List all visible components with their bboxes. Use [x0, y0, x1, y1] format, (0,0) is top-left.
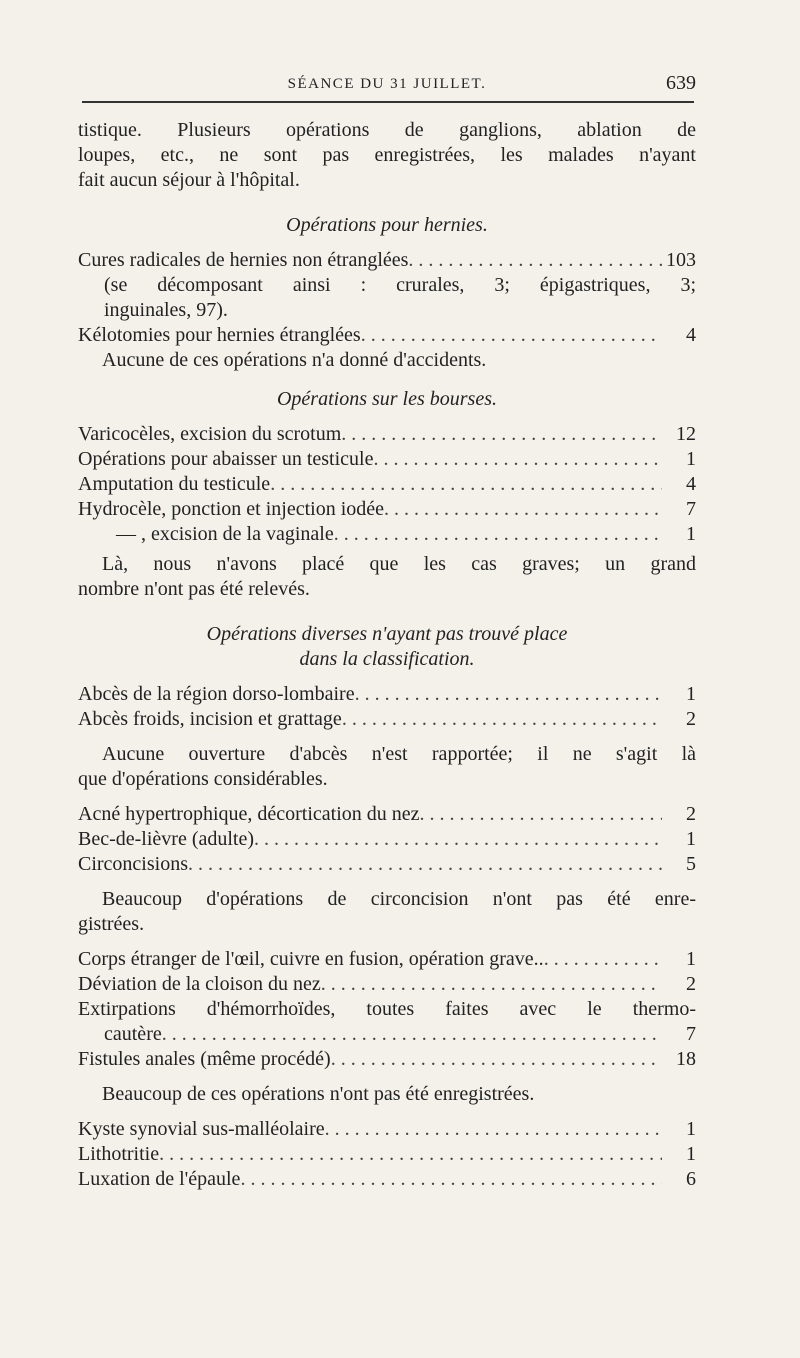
list-item: [78, 1117, 696, 1142]
list-item: [78, 827, 696, 852]
leader-dots: [361, 323, 662, 348]
item-label: Kyste synovial sus-malléolaire: [78, 1118, 325, 1140]
section-note: nombre n'ont pas été relevés.: [78, 578, 310, 600]
leader-dots: [188, 852, 662, 877]
section-note: Beaucoup d'opérations de circoncision n'ont pas été enre-: [102, 888, 696, 910]
leader-dots: [325, 1117, 662, 1142]
list-item: [78, 248, 696, 273]
item-label: Circoncisions: [78, 853, 188, 875]
section-note: Là, nous n'avons placé que les cas graves; un grand: [102, 553, 696, 575]
item-count: 4: [686, 473, 696, 495]
leader-dots: [240, 1167, 662, 1192]
intro-line: tistique. Plusieurs opérations de ganglions, ablation de: [78, 119, 696, 141]
item-count: 1: [686, 948, 696, 970]
intro-line: loupes, etc., ne sont pas enregistrées, les malades n'ayant: [78, 144, 696, 166]
leader-dots: [331, 1047, 662, 1072]
section-note: Aucune ouverture d'abcès n'est rapportée; il ne s'agit là: [102, 743, 696, 765]
item-label: Lithotritie: [78, 1143, 160, 1165]
leader-dots: [159, 1142, 662, 1167]
page-header: [78, 66, 696, 96]
intro-line: fait aucun séjour à l'hôpital.: [78, 169, 300, 191]
item-count: 103: [666, 249, 696, 271]
section-title-diverses: Opérations diverses n'ayant pas trouvé place: [206, 623, 568, 645]
list-item: [78, 682, 696, 707]
item-label: cautère: [104, 1023, 162, 1045]
item-label: — , excision de la vaginale: [116, 523, 334, 545]
item-label: Extirpations d'hémorrhoïdes, toutes faites avec le thermo-: [78, 998, 696, 1020]
item-label: Amputation du testicule: [78, 473, 271, 495]
section-note: que d'opérations considérables.: [78, 768, 328, 790]
list-item: [78, 323, 696, 348]
item-count: 1: [686, 828, 696, 850]
page-number: 639: [666, 72, 696, 94]
item-count: 1: [686, 448, 696, 470]
list-item: [78, 852, 696, 877]
list-item: [78, 422, 696, 447]
item-count: 1: [686, 1118, 696, 1140]
leader-dots: [544, 947, 662, 972]
item-detail: inguinales, 97).: [104, 299, 228, 321]
list-item: [78, 972, 696, 997]
item-label: Cures radicales de hernies non étranglées: [78, 249, 409, 271]
leader-dots: [321, 972, 662, 997]
leader-dots: [355, 682, 662, 707]
item-count: 5: [686, 853, 696, 875]
item-count: 2: [686, 708, 696, 730]
item-count: 6: [686, 1168, 696, 1190]
list-item: [78, 707, 696, 732]
list-item: [78, 522, 696, 547]
item-count: 4: [686, 324, 696, 346]
leader-dots: [420, 802, 662, 827]
leader-dots: [334, 522, 662, 547]
item-label: Bec-de-lièvre (adulte): [78, 828, 255, 850]
section-note: Aucune de ces opérations n'a donné d'accidents.: [102, 349, 487, 371]
page-body: [78, 118, 696, 1192]
section-title-hernies: Opérations pour hernies.: [286, 214, 488, 236]
item-label: Abcès froids, incision et grattage: [78, 708, 342, 730]
item-count: 18: [676, 1048, 696, 1070]
leader-dots: [254, 827, 662, 852]
item-count: 12: [676, 423, 696, 445]
leader-dots: [341, 422, 662, 447]
item-label: Acné hypertrophique, décortication du nez: [78, 803, 420, 825]
item-label: Abcès de la région dorso-lombaire: [78, 683, 355, 705]
list-item: [78, 1022, 696, 1047]
list-item: [78, 472, 696, 497]
running-title: SÉANCE DU 31 JUILLET.: [287, 76, 487, 92]
item-label: Opérations pour abaisser un testicule: [78, 448, 374, 470]
leader-dots: [162, 1022, 662, 1047]
section-note: gistrées.: [78, 913, 145, 935]
item-label: Kélotomies pour hernies étranglées: [78, 324, 361, 346]
item-label: Corps étranger de l'œil, cuivre en fusion, opération grave..: [78, 948, 544, 970]
section-note: Beaucoup de ces opérations n'ont pas été enregistrées.: [102, 1083, 535, 1105]
section-title-bourses: Opérations sur les bourses.: [276, 388, 497, 410]
leader-dots: [342, 707, 662, 732]
item-label: Luxation de l'épaule: [78, 1168, 241, 1190]
item-detail: (se décomposant ainsi : crurales, 3; épigastriques, 3;: [104, 274, 696, 296]
item-label: Fistules anales (même procédé): [78, 1048, 331, 1070]
item-count: 7: [686, 498, 696, 520]
list-item: [78, 947, 696, 972]
list-item: [78, 497, 696, 522]
item-count: 1: [686, 1143, 696, 1165]
leader-dots: [384, 497, 662, 522]
item-label: Déviation de la cloison du nez: [78, 973, 321, 995]
item-label: Hydrocèle, ponction et injection iodée: [78, 498, 385, 520]
item-count: 1: [686, 683, 696, 705]
list-item: [78, 1167, 696, 1192]
list-item: [78, 1047, 696, 1072]
list-item: [78, 802, 696, 827]
list-item: [78, 1142, 696, 1167]
header-rule: [82, 101, 694, 103]
item-count: 7: [686, 1023, 696, 1045]
item-count: 2: [686, 973, 696, 995]
item-label: Varicocèles, excision du scrotum: [78, 423, 342, 445]
leader-dots: [408, 248, 662, 273]
leader-dots: [373, 447, 662, 472]
list-item: [78, 447, 696, 472]
item-count: 2: [686, 803, 696, 825]
leader-dots: [270, 472, 662, 497]
section-title-diverses: dans la classification.: [299, 648, 475, 670]
item-count: 1: [686, 523, 696, 545]
